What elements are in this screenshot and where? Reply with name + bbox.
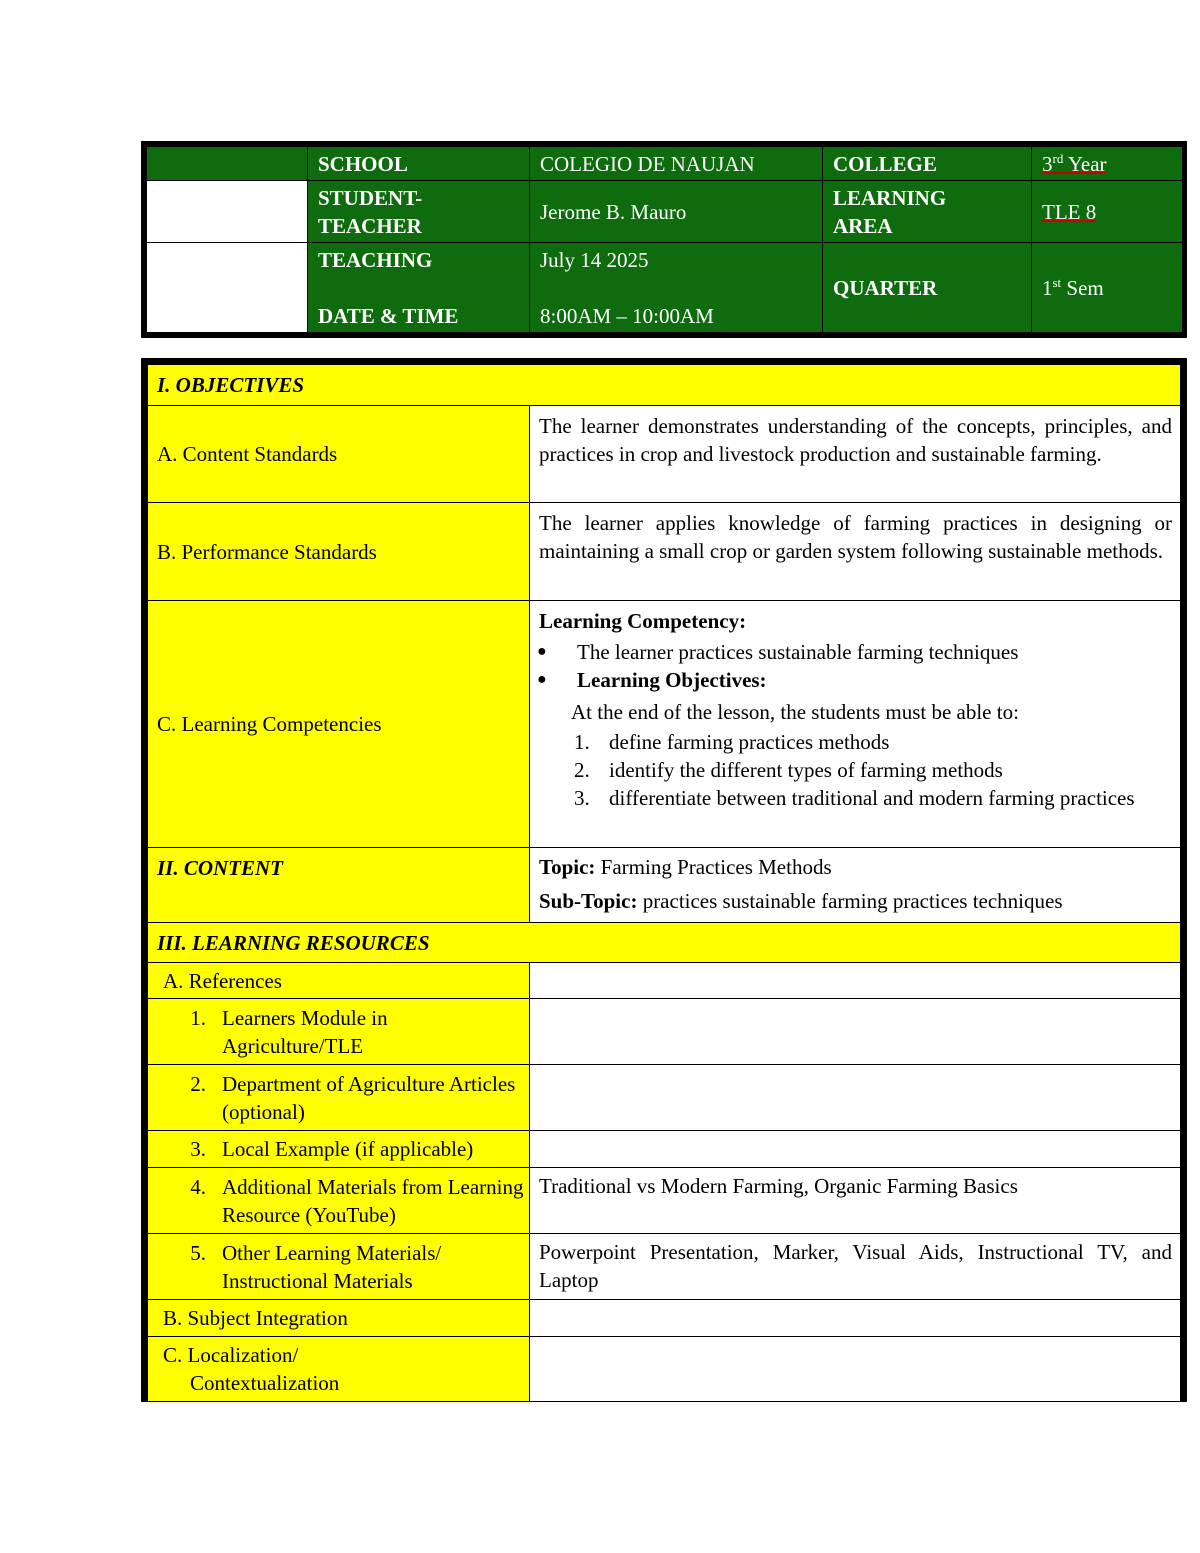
content-topic: Topic: Farming Practices Methods Sub-Topic: practices sustainable farming practices techniques xyxy=(530,848,1181,923)
resource-item-2-value xyxy=(530,1065,1181,1131)
resource-item-5-label: 5. Other Learning Materials/ Instructional Materials xyxy=(148,1234,530,1300)
list-item: 3. differentiate between traditional and modern farming practices xyxy=(574,786,1135,810)
school-label: SCHOOL xyxy=(308,147,530,181)
subject-integration-label: B. Subject Integration xyxy=(148,1300,530,1337)
list-item: 1. define farming practices methods xyxy=(574,730,890,754)
objectives-intro: At the end of the lesson, the students must be able to: xyxy=(571,700,1019,724)
references-label: A. References xyxy=(148,963,530,999)
competency-heading: Learning Competency: xyxy=(539,609,747,633)
competency-bullet: ● The learner practices sustainable farming techniques xyxy=(537,640,1019,664)
learning-area-label: LEARNING AREA xyxy=(823,181,1032,243)
student-teacher-value: Jerome B. Mauro xyxy=(530,181,823,243)
student-teacher-label: STUDENT- TEACHER xyxy=(308,181,530,243)
school-value: COLEGIO DE NAUJAN xyxy=(530,147,823,181)
lesson-header-table xyxy=(141,141,1187,338)
resource-item-3-value xyxy=(530,1131,1181,1168)
objectives-list xyxy=(569,728,1172,812)
year-value: 3rd Year xyxy=(1032,147,1183,181)
objectives-bullet: ● Learning Objectives: xyxy=(537,668,767,692)
learning-competencies-label: C. Learning Competencies xyxy=(148,601,530,848)
header-blank-cell xyxy=(147,243,308,333)
bullet-icon: ● xyxy=(537,643,547,660)
bullet-icon: ● xyxy=(537,671,547,688)
list-item: 2. identify the different types of farming methods xyxy=(574,758,1003,782)
resource-item-4-value: Traditional vs Modern Farming, Organic Farming Basics xyxy=(530,1168,1181,1234)
objectives-section-title: I. OBJECTIVES xyxy=(148,365,1181,406)
resource-item-1-value xyxy=(530,999,1181,1065)
learning-competencies-content xyxy=(530,601,1181,848)
resource-item-5-value: Powerpoint Presentation, Marker, Visual Aids, Instructional TV, and Laptop xyxy=(530,1234,1181,1300)
learning-area-value: TLE 8 xyxy=(1032,181,1183,243)
teaching-date-label: TEACHING DATE & TIME xyxy=(308,243,530,333)
resource-item-2-label: 2. Department of Agriculture Articles (optional) xyxy=(148,1065,530,1131)
quarter-label: QUARTER xyxy=(823,243,1032,333)
content-section-title: II. CONTENT xyxy=(148,848,530,923)
performance-standards-text: The learner applies knowledge of farming practices in designing or maintaining a small crop or garden system following sustainable methods. xyxy=(530,503,1181,601)
localization-value xyxy=(530,1337,1181,1402)
college-label: COLLEGE xyxy=(823,147,1032,181)
performance-standards-label: B. Performance Standards xyxy=(148,503,530,601)
subject-integration-value xyxy=(530,1300,1181,1337)
lesson-plan-table xyxy=(141,358,1187,1402)
resources-section-title: III. LEARNING RESOURCES xyxy=(148,923,1181,963)
content-standards-label: A. Content Standards xyxy=(148,406,530,503)
localization-label: C. Localization/ Contextualization xyxy=(148,1337,530,1402)
resource-item-1-label: 1. Learners Module in Agriculture/TLE xyxy=(148,999,530,1065)
references-value xyxy=(530,963,1181,999)
header-blank-cell xyxy=(147,181,308,243)
resource-item-3-label: 3. Local Example (if applicable) xyxy=(148,1131,530,1168)
header-corner-cell xyxy=(147,147,308,181)
content-standards-text: The learner demonstrates understanding of the concepts, principles, and practices in crop and livestock production and sustainable farming. xyxy=(530,406,1181,503)
quarter-value: 1st Sem xyxy=(1032,243,1183,333)
resource-item-4-label: 4. Additional Materials from Learning Resource (YouTube) xyxy=(148,1168,530,1234)
teaching-date-value: July 14 2025 8:00AM – 10:00AM xyxy=(530,243,823,333)
